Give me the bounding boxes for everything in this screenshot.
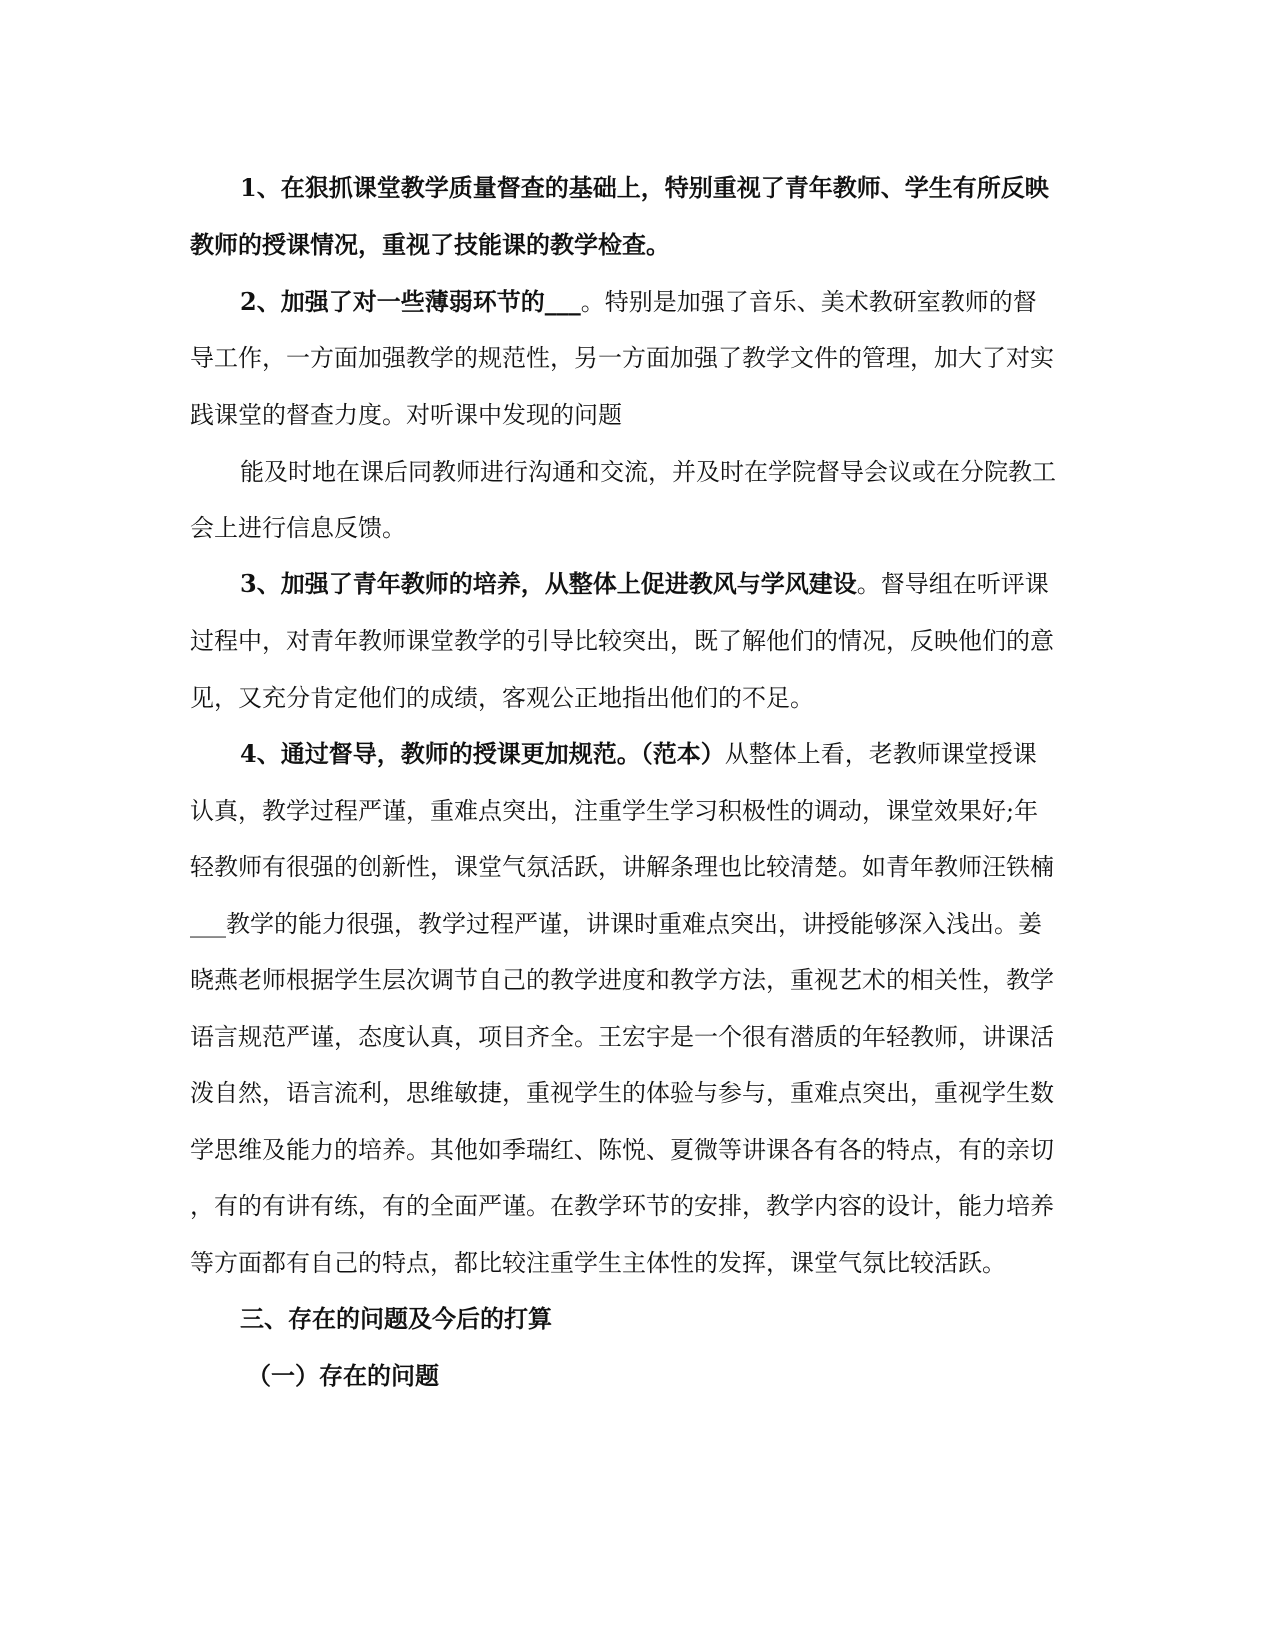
paragraph-2-lead: 2、加强了对一些薄弱环节的___ bbox=[240, 287, 581, 316]
paragraph-4-line-2: 过程中，对青年教师课堂教学的引导比较突出，既了解他们的情况，反映他们的意 bbox=[190, 627, 1054, 655]
paragraph-5-line-3: 轻教师有很强的创新性，课堂气氛活跃，讲解条理也比较清楚。如青年教师汪铁楠 bbox=[190, 853, 1054, 881]
paragraph-5-line-9: ，有的有讲有练，有的全面严谨。在教学环节的安排，教学内容的设计，能力培养 bbox=[190, 1192, 1054, 1220]
paragraph-5-line-1 bbox=[240, 737, 1140, 771]
paragraph-2-line-3: 践课堂的督查力度。对听课中发现的问题 bbox=[190, 401, 622, 429]
paragraph-5-line-2: 认真，教学过程严谨，重难点突出，注重学生学习积极性的调动，课堂效果好;年 bbox=[190, 797, 1039, 825]
paragraph-3-line-2: 会上进行信息反馈。 bbox=[190, 514, 406, 542]
paragraph-5-line-8: 学思维及能力的培养。其他如季瑞红、陈悦、夏微等讲课各有各的特点，有的亲切 bbox=[190, 1136, 1054, 1164]
paragraph-5-line-10: 等方面都有自己的特点，都比较注重学生主体性的发挥，课堂气氛比较活跃。 bbox=[190, 1249, 1006, 1277]
paragraph-4-lead: 3、加强了青年教师的培养，从整体上促进教风与学风建设 bbox=[240, 569, 857, 598]
paragraph-2-line-1 bbox=[240, 285, 1140, 319]
paragraph-5-lead: 4、通过督导，教师的授课更加规范。（范本） bbox=[240, 739, 725, 768]
paragraph-2-line-2: 导工作，一方面加强教学的规范性，另一方面加强了教学文件的管理，加大了对实 bbox=[190, 344, 1054, 372]
paragraph-5-line-1-rest: 从整体上看，老教师课堂授课 bbox=[724, 740, 1037, 768]
paragraph-1-line-2: 教师的授课情况，重视了技能课的教学检查。 bbox=[190, 230, 670, 259]
section-heading: 三、存在的问题及今后的打算 bbox=[240, 1304, 552, 1333]
paragraph-4-line-3: 见，又充分肯定他们的成绩，客观公正地指出他们的不足。 bbox=[190, 684, 814, 712]
paragraph-5-line-5: 晓燕老师根据学生层次调节自己的教学进度和教学方法，重视艺术的相关性，教学 bbox=[190, 966, 1054, 994]
paragraph-4-line-1-rest: 。督导组在听评课 bbox=[856, 570, 1049, 598]
paragraph-5-line-6: 语言规范严谨，态度认真，项目齐全。王宏宇是一个很有潜质的年轻教师，讲课活 bbox=[190, 1023, 1054, 1051]
paragraph-2-line-1-rest: 。特别是加强了音乐、美术教研室教师的督 bbox=[580, 288, 1037, 316]
paragraph-4-line-1 bbox=[240, 567, 1140, 601]
paragraph-3-line-1: 能及时地在课后同教师进行沟通和交流，并及时在学院督导会议或在分院教工 bbox=[240, 458, 1056, 486]
paragraph-5-line-4: ___教学的能力很强，教学过程严谨，讲课时重难点突出，讲授能够深入浅出。姜 bbox=[190, 910, 1042, 938]
sub-heading: （一）存在的问题 bbox=[247, 1361, 439, 1390]
paragraph-5-line-7: 泼自然，语言流利，思维敏捷，重视学生的体验与参与，重难点突出，重视学生数 bbox=[190, 1079, 1054, 1107]
paragraph-1-line-1: 1、在狠抓课堂教学质量督查的基础上，特别重视了青年教师、学生有所反映 bbox=[240, 173, 1049, 202]
